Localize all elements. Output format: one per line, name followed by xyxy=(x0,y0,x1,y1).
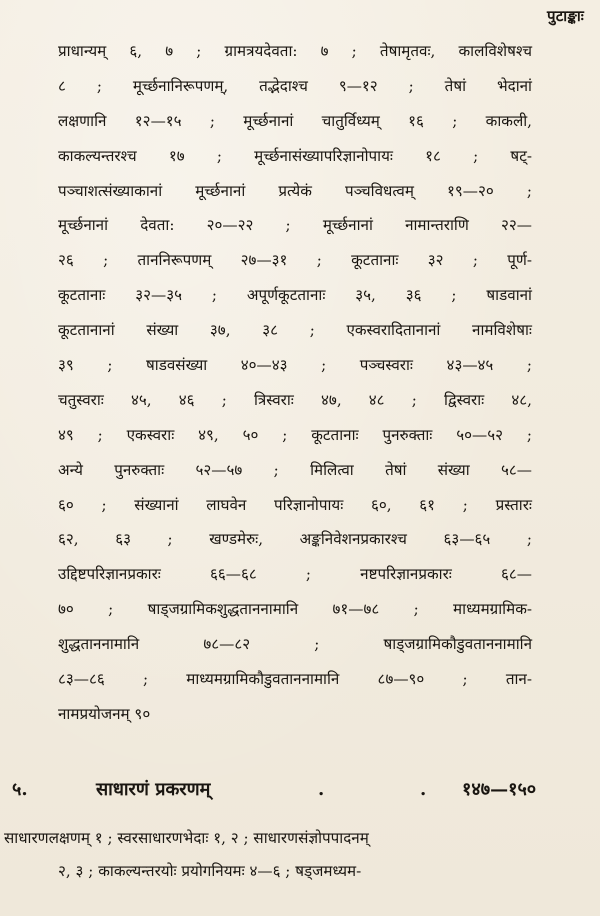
contents-line: ८३—८६ ; माध्यमग्रामिकौडुवताननामानि ८७—९० ; तान- xyxy=(58,670,532,689)
leader-dot: . xyxy=(420,779,427,800)
contents-line: ८ ; मूर्च्छनानिरूपणम्, तद्भेदाश्च ९—१२ ; तेषां भेदानां xyxy=(58,76,532,95)
contents-line: कूटतानाः ३२—३५ ; अपूर्णकूटतानाः ३५, ३६ ; षाडवानां xyxy=(58,286,532,305)
contents-line: कूटतानानां संख्या ३७, ३८ ; एकस्वरादितानानां नामविशेषाः xyxy=(58,321,532,340)
section-line: २, ३ ; काकल्यन्तरयोः प्रयोगनियमः ४—६ ; षड्जमध्यम- xyxy=(58,862,362,880)
contents-line: ४९ ; एकस्वराः ४९, ५० ; कूटतानाः पुनरुक्ताः ५०—५२ ; xyxy=(58,425,532,444)
section-number: ५. xyxy=(12,779,28,800)
contents-line: शुद्धताननामानि ७८—८२ ; षाड्जग्रामिकौडुवताननामानि xyxy=(58,635,532,654)
running-head: पुटाङ्काः xyxy=(547,7,584,25)
section-page-range: १४७—१५० xyxy=(462,779,537,800)
section-title: साधारणं प्रकरणम् xyxy=(96,779,211,800)
contents-line: ७० ; षाड्जग्रामिकशुद्धताननामानि ७१—७८ ; माध्यमग्रामिक- xyxy=(58,600,532,619)
leader-dot: . xyxy=(318,779,325,800)
contents-line: मूर्च्छनानां देवता: २०—२२ ; मूर्च्छनानां नामान्तराणि २२— xyxy=(58,216,532,235)
section-contents xyxy=(0,822,600,888)
contents-line: काकल्यन्तरश्च १७ ; मूर्च्छनासंख्यापरिज्ञानोपायः १८ ; षट्- xyxy=(58,146,532,165)
contents-line: २६ ; ताननिरूपणम् २७—३१ ; कूटतानाः ३२ ; पूर्ण- xyxy=(58,251,532,270)
contents-line: ६० ; संख्यानां लाघवेन परिज्ञानोपायः ६०, ६१ ; प्रस्तारः xyxy=(58,495,532,514)
contents-line: प्राधान्यम् ६, ७ ; ग्रामत्रयदेवता: ७ ; तेषामृतवः, कालविशेषश्च xyxy=(58,42,532,60)
contents-line: उद्दिष्टपरिज्ञानप्रकारः ६६—६८ ; नष्टपरिज्ञानप्रकारः ६८— xyxy=(58,565,532,584)
contents-line: नामप्रयोजनम् ९० xyxy=(58,704,151,723)
contents-entry xyxy=(58,34,532,732)
section-line: साधारणलक्षणम् १ ; स्वरसाधारणभेदाः १, २ ; साधारणसंज्ञोपपादनम् xyxy=(4,829,369,847)
contents-line: ६२, ६३ ; खण्डमेरुः, अङ्कनिवेशनप्रकारश्च ६३—६५ ; xyxy=(58,530,532,549)
contents-line: लक्षणानि १२—१५ ; मूर्च्छनानां चातुर्विध्यम् १६ ; काकली, xyxy=(58,111,532,130)
contents-line: चतुस्वराः ४५, ४६ ; त्रिस्वराः ४७, ४८ ; द्विस्वराः ४८, xyxy=(58,390,532,409)
contents-line: पञ्चाशत्संख्याकानां मूर्च्छनानां प्रत्येकं पञ्चविधत्वम् १९—२० ; xyxy=(58,181,532,200)
contents-line: ३९ ; षाडवसंख्या ४०—४३ ; पञ्चस्वराः ४३—४५ ; xyxy=(58,356,532,375)
section-heading xyxy=(0,772,600,808)
contents-line: अन्ये पुनरुक्ताः ५२—५७ ; मिलित्वा तेषां संख्या ५८— xyxy=(58,460,532,479)
